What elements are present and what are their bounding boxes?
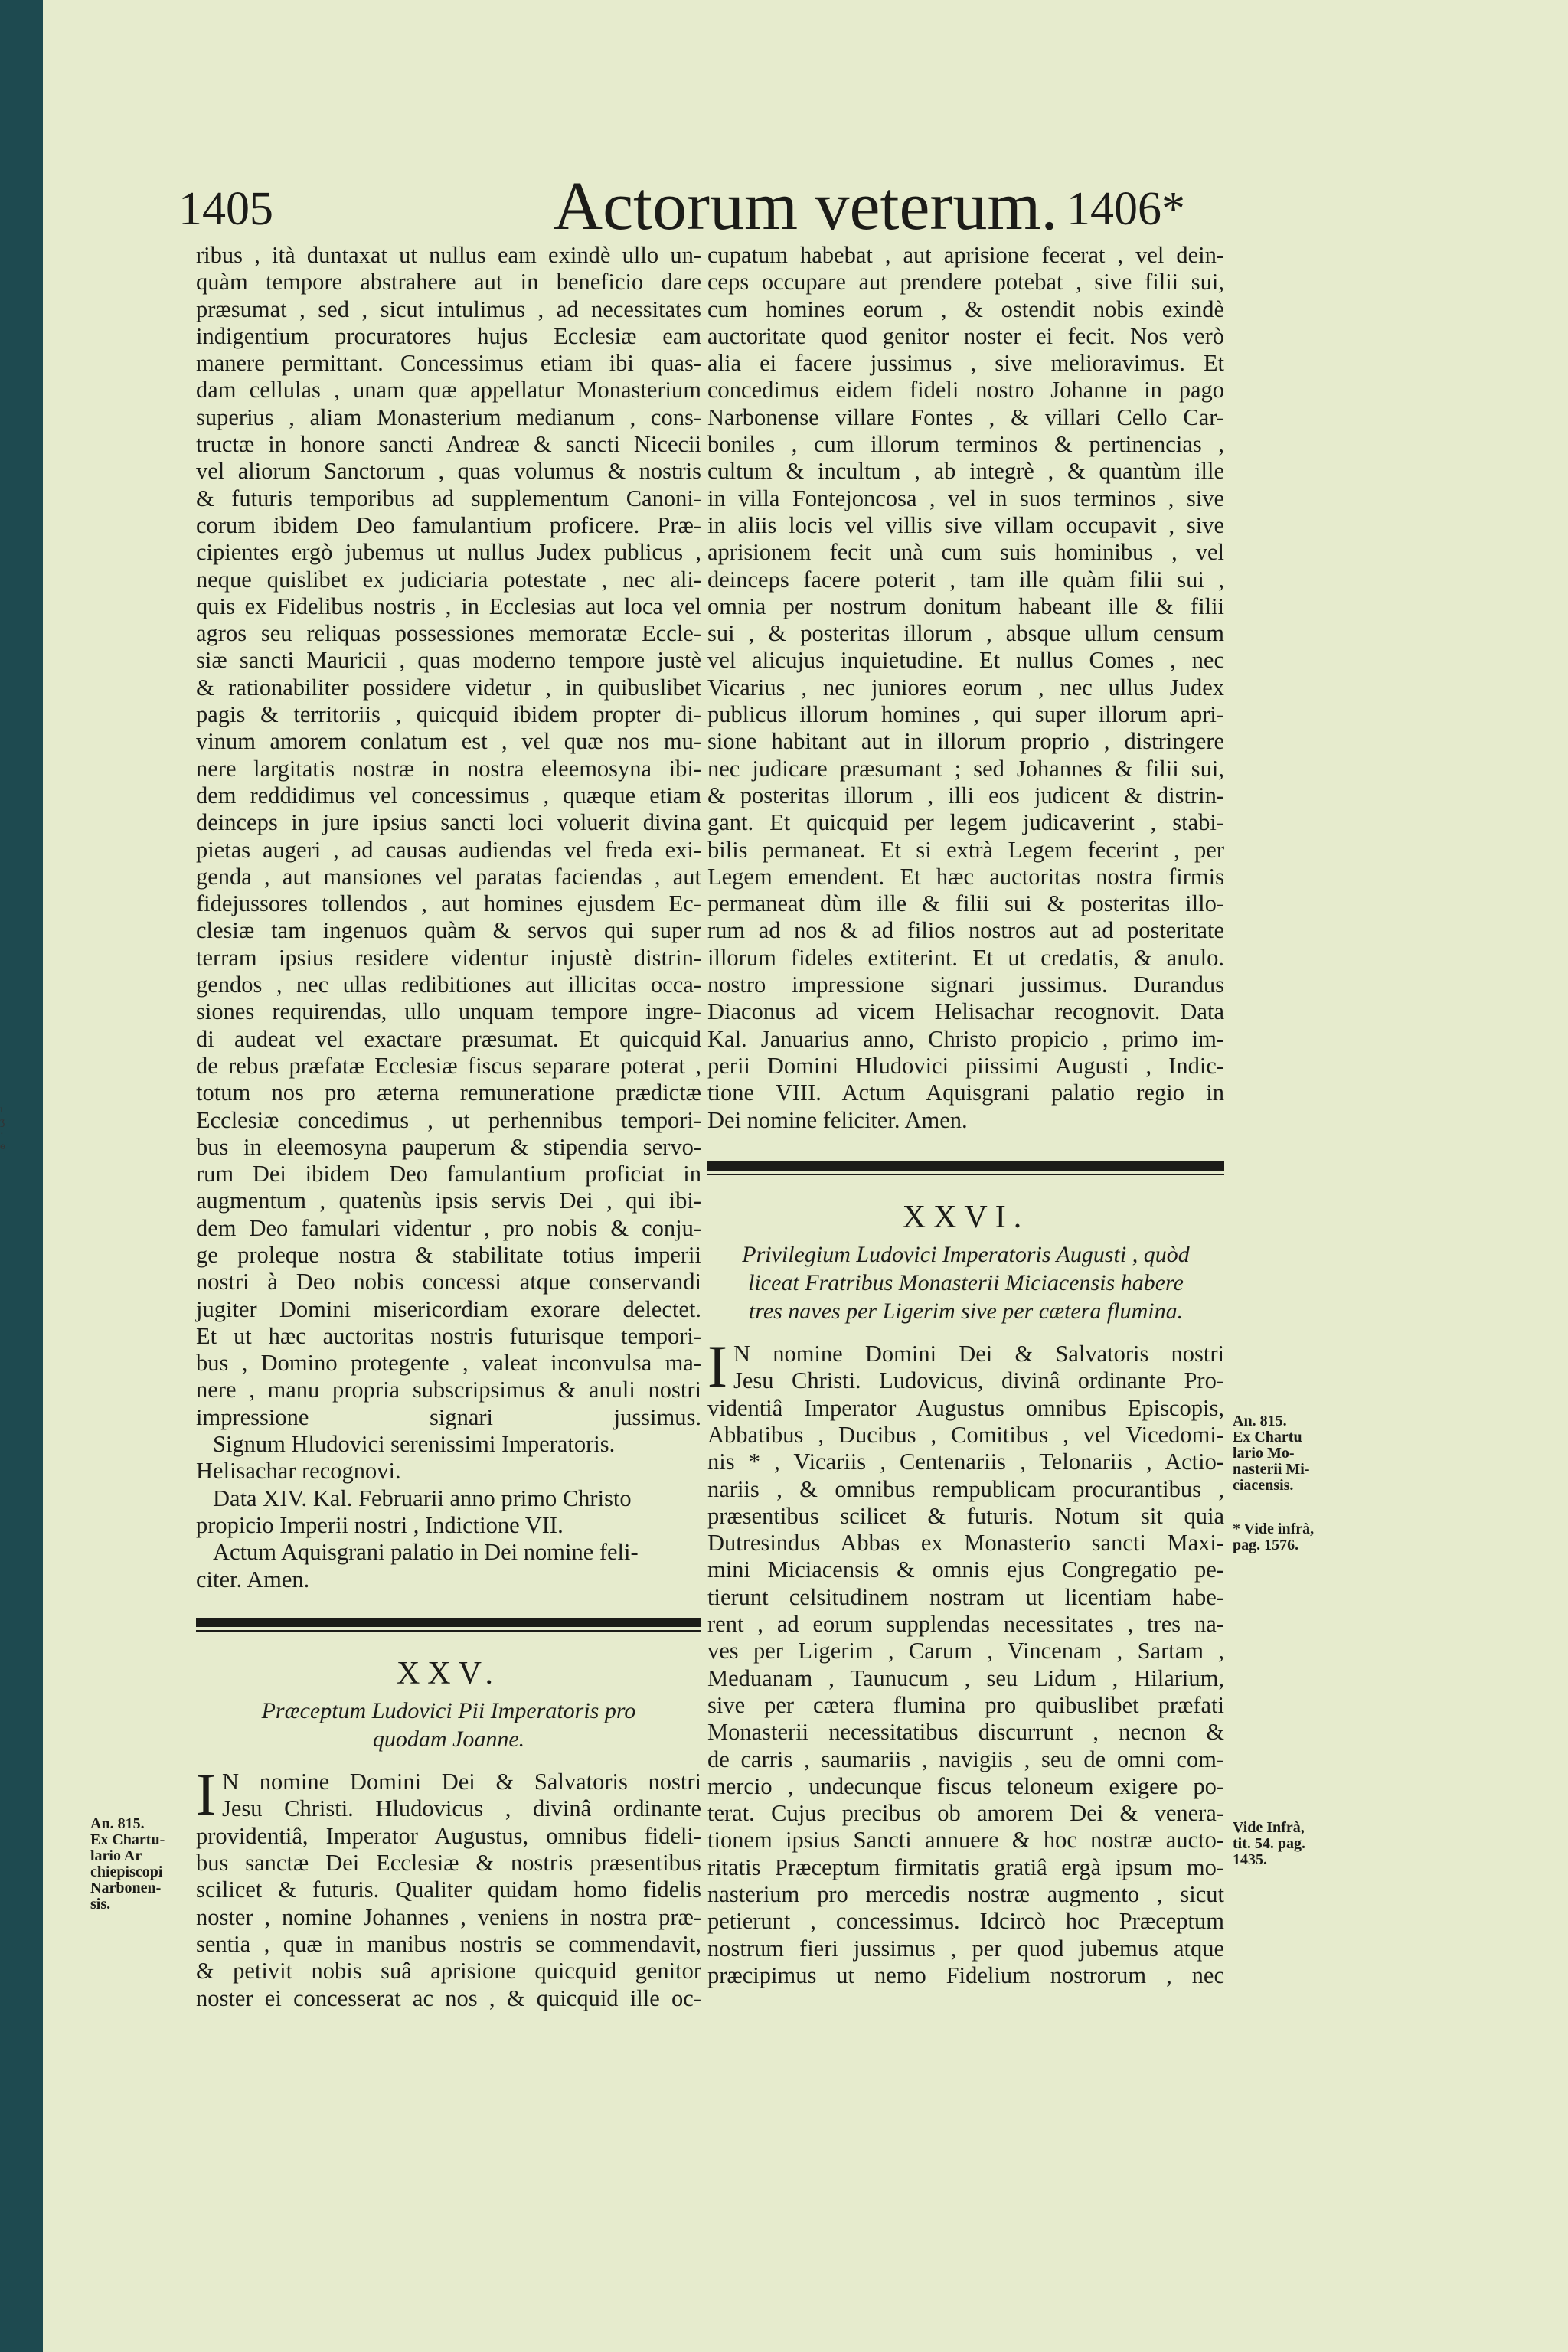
text-line: Abbatibus , Ducibus , Comitibus , vel Vicedomi- [707,1421,1224,1448]
text-line: præsumat , sed , sicut intulimus , ad necessitates [196,296,701,322]
margin-note-xxvi-source [1233,1413,1348,1494]
text-line: sive per cætera flumina pro quibuslibet præfati [707,1691,1224,1718]
text-line: corum ibidem Deo famulantium proficere. Præ- [196,511,701,538]
margin-note-line: An. 815. [1233,1413,1287,1429]
text-line: siæ sancti Mauricii , quas moderno tempore justè [196,647,701,674]
text-line: gendos , nec ullas redibitiones aut illicitas occa- [196,972,701,998]
dropcap-xxvi: I [707,1333,727,1400]
text-line: illorum fideles extiterint. Et ut credatis, & anulo. [707,944,1224,971]
text-line: sui , & posteritas illorum , absque ullum censum [707,620,1224,647]
section-title-line: tres naves per Ligerim sive per cætera flumina. [748,1298,1184,1325]
text-line: cultum & incultum , ab integrè , & quantùm ille [707,458,1224,485]
section-divider [707,1161,1224,1171]
text-line: videntiâ Imperator Augustus omnibus Episcopis, [707,1394,1224,1421]
text-line: nec judicare præsumant ; sed Johannes & filii sui, [707,755,1224,782]
section-text-xxvi [707,1333,1224,1989]
section-title-line: Præceptum Ludovici Pii Imperatoris pro [261,1698,636,1724]
text-line: quàm tempore abstrahere aut in beneficio dare [196,269,701,296]
right-column [707,242,1224,1989]
text-line: & posteritas illorum , illi eos judicent & distrin- [707,782,1224,808]
text-line: noster , nomine Johannes , veniens in nostra præ- [196,1903,701,1930]
margin-note-line: Ex Chartu- [90,1831,165,1848]
text-line: nere , manu propria subscripsimus & anuli nostri [196,1377,701,1403]
margin-note-vide-1576 [1233,1521,1348,1553]
section-text-xxv [196,1761,701,2012]
text-line: terat. Cujus precibus ob amorem Dei & venera- [707,1800,1224,1827]
text-line: boniles , cum illorum terminos & pertinencias , [707,431,1224,458]
margin-note-line: Narbonen- [90,1880,162,1896]
text-line: scilicet & futuris. Qualiter quidam homo fidelis [196,1877,701,1903]
text-line: rent , ad eorum supplendas necessitates , tres na- [707,1611,1224,1638]
text-line: bus sanctæ Dei Ecclesiæ & nostris præsentibus [196,1850,701,1877]
margin-note-line: * Vide infrà, [1233,1521,1315,1537]
text-line: permaneat dùm ille & filii sui & posteritas illo- [707,890,1224,917]
margin-note-vide-1435 [1233,1820,1348,1868]
running-title: Actorum veterum. [553,168,1058,244]
text-line: totum nos pro æterna remuneratione prædictæ [196,1080,701,1106]
text-line: tierunt celsitudinem nostram ut licentiam habe- [707,1583,1224,1610]
text-line: N nomine Domini Dei & Salvatoris nostri [221,1769,701,1795]
margin-note-line: sis. [90,1896,111,1913]
margin-note-line: Vide Infrà, [1233,1819,1305,1836]
text-line: ge proleque nostra & stabilitate totius imperii [196,1241,701,1268]
text-line: præcipimus ut nemo Fidelium nostrorum , nec [707,1962,1224,1988]
text-line: mercio , undecunque fiscus teloneum exigere po- [707,1772,1224,1799]
margin-note-line: 1435. [1233,1851,1267,1868]
text-line: Et ut hæc auctoritas nostris futurisque tempori- [196,1322,701,1349]
book-page [43,0,1568,2352]
signature-line: propicio Imperii nostri , Indictione VII. [196,1511,564,1538]
text-line: N nomine Domini Dei & Salvatoris nostri [733,1341,1224,1367]
text-line: providentiâ, Imperator Augustus, omnibus fideli- [196,1822,701,1849]
margin-note-line: Ex Chartu [1233,1429,1302,1446]
text-line: nostri à Deo nobis concessi atque conservandi [196,1269,701,1295]
text-line: bilis permaneat. Et si extrà Legem fecerint , per [707,836,1224,863]
text-line: pietas augeri , ad causas audiendas vel freda exi- [196,836,701,863]
text-line: superius , aliam Monasterium medianum , cons- [196,403,701,430]
text-line: Kal. Januarius anno, Christo propicio , primo im- [707,1025,1224,1052]
text-line: & petivit nobis suâ aprisione quicquid genitor [196,1958,701,1984]
text-line: publicus illorum homines , qui super illorum apri- [707,701,1224,728]
text-line: cum homines eorum , & ostendit nobis exindè [707,296,1224,322]
text-line: clesiæ tam ingenuos quàm & servos qui super [196,917,701,944]
dropcap-xxv: I [196,1761,216,1828]
page-number-left: 1405 [178,183,273,235]
text-line: ribus , ità duntaxat ut nullus eam exindè ullo un- [196,242,701,268]
section-number-xxvi: XXVI. [902,1199,1030,1235]
text-line: vel alicujus inquietudine. Et nullus Comes , nec [707,647,1224,674]
text-line: indigentium procuratores hujus Ecclesiæ eam [196,322,701,349]
text-line: præsentibus scilicet & futuris. Notum sit quia [707,1502,1224,1529]
text-line: fidejussores tollendos , aut homines ejusdem Ec- [196,890,701,917]
section-title-line: quodam Joanne. [372,1726,525,1753]
text-line: di audeat vel exactare præsumat. Et quicquid [196,1025,701,1052]
text-line: nis * , Vicariis , Centenariis , Telonariis , Actio- [707,1449,1224,1475]
margin-note-line: chiepiscopi [90,1864,163,1880]
text-line: vel aliorum Sanctorum , quas volumus & nostris [196,458,701,485]
margin-note-line: ciacensis. [1233,1477,1294,1494]
text-line: noster ei concesserat ac nos , & quicquid ille oc- [196,1984,701,2011]
text-line: ves per Ligerim , Carum , Vincenam , Sartam , [707,1638,1224,1664]
text-line: in aliis locis vel villis sive villam occupavit , sive [707,511,1224,538]
margin-note-line: lario Mo- [1233,1445,1295,1462]
text-line: cipientes ergò jubemus ut nullus Judex publicus , [196,539,701,566]
text-line: Vicarius , nec juniores eorum , nec ullus Judex [707,674,1224,701]
text-line: concedimus eidem fideli nostro Johanne in pago [707,377,1224,403]
text-line: Jesu Christi. Hludovicus , divinâ ordinante [221,1795,701,1822]
text-line: Diaconus ad vicem Helisachar recognovit. Data [707,998,1224,1025]
signature-line: Helisachar recognovi. [196,1458,401,1485]
text-line: nasterium pro mercedis nostræ augmento , sicut [707,1881,1224,1908]
text-line: de carris , saumariis , navigiis , seu de omni com- [707,1746,1224,1772]
margin-note-line: An. 815. [90,1815,145,1832]
signature-line: Actum Aquisgrani palatio in Dei nomine feli- [213,1539,639,1566]
text-line: mini Miciacensis & omnis ejus Congregatio pe- [707,1557,1224,1583]
text-line: genda , aut mansiones vel paratas faciendas , aut [196,863,701,890]
text-line: dem reddidimus vel concessimus , quæque etiam [196,782,701,808]
text-line: Narbonense villare Fontes , & villari Cello Car- [707,403,1224,430]
text-line: nere largitatis nostræ in nostra eleemosyna ibi- [196,755,701,782]
right-main-text [707,242,1224,1134]
text-line: ritatis Præceptum firmitatis gratiâ ergà ipsum mo- [707,1854,1224,1880]
text-line: bus , Domino protegente , valeat inconvulsa ma- [196,1350,701,1377]
text-line: manere permittant. Concessimus etiam ibi quas- [196,350,701,377]
text-line: quis ex Fidelibus nostris , in Ecclesias aut loca vel [196,593,701,619]
text-line: tione VIII. Actum Aquisgrani palatio regio in [707,1080,1224,1106]
text-line: Monasterii necessitatibus discurrunt , necnon & [707,1719,1224,1746]
text-line: in villa Fontejoncosa , vel in suos terminos , sive [707,485,1224,511]
text-line: pagis & territoriis , quicquid ibidem propter di- [196,701,701,728]
text-line: sentia , quæ in manibus nostris se commendavit, [196,1930,701,1957]
text-line: nostro impressione signari jussimus. Durandus [707,972,1224,998]
text-line: dem Deo famulari videntur , pro nobis & conju- [196,1214,701,1241]
text-line: dam cellulas , unam quæ appellatur Monasterium [196,377,701,403]
text-line: Dei nomine feliciter. Amen. [707,1106,968,1133]
text-line: aprisionem fecit unà cum suis hominibus , vel [707,539,1224,566]
left-column [196,242,701,2012]
text-line: Legem emendent. Et hæc auctoritas nostra firmis [707,863,1224,890]
text-line: deinceps facere poterit , tam ille quàm filii sui , [707,566,1224,593]
page-number-right: 1406* [1067,183,1185,235]
text-line: Meduanam , Taunucum , seu Lidum , Hilarium, [707,1664,1224,1691]
text-line: sione habitant aut in illorum proprio , distringere [707,728,1224,755]
section-title-line: Privilegium Ludovici Imperatoris Augusti , quòd [742,1242,1190,1268]
signature-line: citer. Amen. [196,1566,310,1592]
page-edge-marks: ı ʒ · ɵ [0,1104,5,1152]
section-number-xxv: XXV. [396,1655,501,1691]
signature-block [196,1431,701,1593]
text-line: rum Dei ibidem Deo famulantium proficiat in [196,1161,701,1187]
text-line: impressione signari jussimus. [196,1403,701,1430]
text-line: Ecclesiæ concedimus , ut perhennibus tempori- [196,1106,701,1133]
margin-note-xxv-source [90,1816,182,1913]
text-line: Dutresindus Abbas ex Monasterio sancti Maxi- [707,1530,1224,1557]
text-line: & futuris temporibus ad supplementum Canoni- [196,485,701,511]
text-line: deinceps in jure ipsius sancti loci voluerit divina [196,809,701,836]
text-line: ceps occupare aut prendere potebat , sive filii sui, [707,269,1224,296]
text-line: vinum amorem conlatum est , vel quæ nos mu- [196,728,701,755]
margin-note-line: tit. 54. pag. [1233,1835,1305,1852]
section-title-xxvi [707,1240,1224,1325]
text-line: neque quislibet ex judiciaria potestate , nec ali- [196,566,701,593]
text-line: auctoritate quod genitor noster ei fecit. Nos verò [707,322,1224,349]
text-line: bus in eleemosyna pauperum & stipendia servo- [196,1133,701,1160]
text-line: tructæ in honore sancti Andreæ & sancti Nicecii [196,431,701,458]
signature-line: Signum Hludovici serenissimi Imperatoris. [213,1431,616,1458]
text-line: petierunt , concessimus. Idcircò hoc Præceptum [707,1908,1224,1935]
text-line: nariis , & omnibus rempublicam procurantibus , [707,1475,1224,1502]
text-line: nostrum fieri jussimus , per quod jubemus atque [707,1935,1224,1962]
text-line: terram ipsius residere videntur injustè distrin- [196,944,701,971]
section-title-line: liceat Fratribus Monasterii Miciacensis habere [748,1270,1184,1296]
margin-note-line: nasterii Mi- [1233,1461,1310,1478]
text-line: & rationabiliter possidere videtur , in quibuslibet [196,674,701,701]
signature-line: Data XIV. Kal. Februarii anno primo Christo [213,1485,632,1511]
margin-note-line: lario Ar [90,1847,142,1864]
left-main-text [196,242,701,1431]
text-line: siones requirendas, ullo unquam tempore ingre- [196,998,701,1025]
text-line: omnia per nostrum donitum habeant ille & filii [707,593,1224,619]
text-line: tionem ipsius Sancti annuere & hoc nostræ aucto- [707,1827,1224,1854]
text-line: augmentum , quatenùs ipsis servis Dei , qui ibi- [196,1187,701,1214]
text-line: jugiter Domini misericordiam exorare delectet. [196,1295,701,1322]
section-title-xxv [196,1697,701,1753]
text-line: perii Domini Hludovici piissimi Augusti , Indic- [707,1052,1224,1079]
text-line: alia ei facere jussimus , sive melioravimus. Et [707,350,1224,377]
text-line: rum ad nos & ad filios nostros aut ad posteritate [707,917,1224,944]
margin-note-line: pag. 1576. [1233,1537,1299,1553]
text-line: cupatum habebat , aut aprisione fecerat , vel dein- [707,242,1224,268]
text-line: agros seu reliquas possessiones memoratæ Eccle- [196,620,701,647]
text-line: de rebus præfatæ Ecclesiæ fiscus separare poterat , [196,1052,701,1079]
text-line: gant. Et quicquid per legem judicaverint , stabi- [707,809,1224,836]
text-line: Jesu Christi. Ludovicus, divinâ ordinante Pro- [733,1367,1224,1394]
section-divider [196,1618,701,1627]
